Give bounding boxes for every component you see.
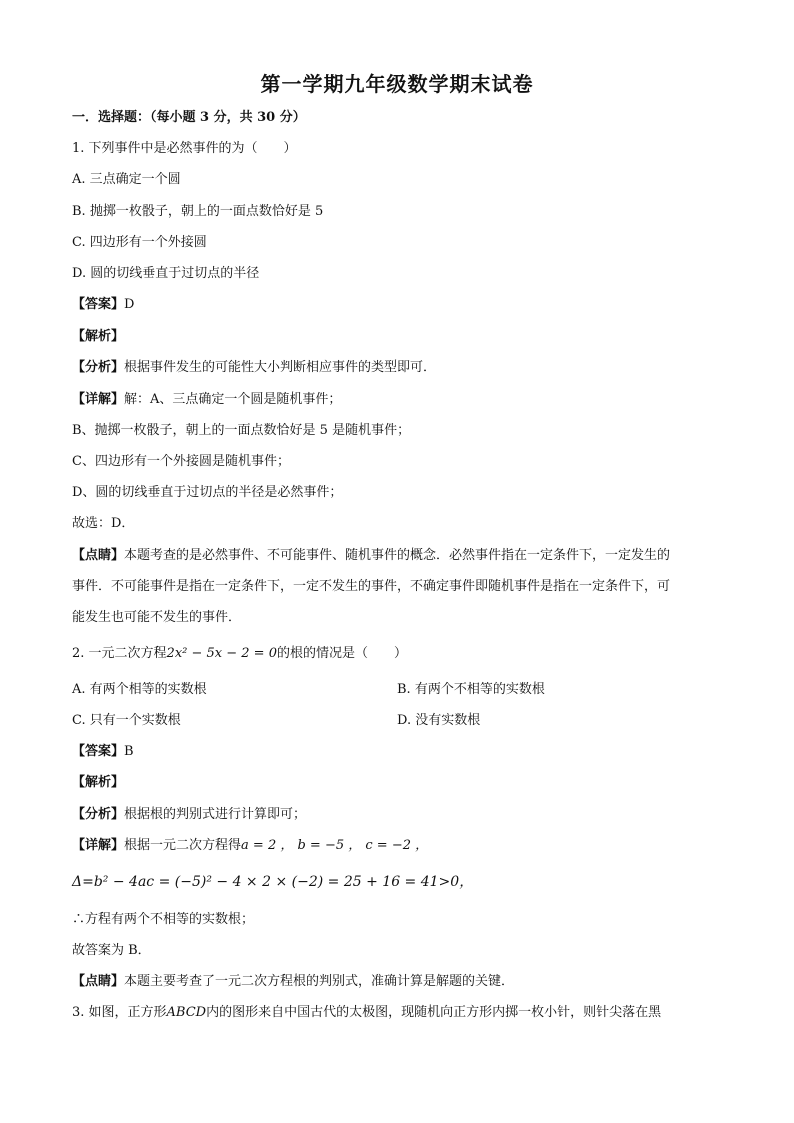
q1-dianjing-line-3: 能发生也可能不发生的事件． bbox=[72, 610, 242, 625]
q2-analysis-tag: 【解析】 bbox=[72, 775, 125, 790]
coefficients: a = 2 ， b = −5 ， c = −2 ， bbox=[241, 838, 429, 853]
dianjing-tag: 【点睛】 bbox=[72, 974, 125, 989]
q3-var: ABCD bbox=[166, 1005, 207, 1020]
q2-stem-pre: 2. 一元二次方程 bbox=[72, 646, 167, 661]
q2-option-a: A. 有两个相等的实数根 bbox=[72, 682, 207, 697]
answer-tag: 【答案】 bbox=[72, 744, 125, 759]
q2-equation: 2x² − 5x − 2 = 0 bbox=[166, 646, 277, 661]
fenxi-text: 根据事件发生的可能性大小判断相应事件的类型即可． bbox=[124, 360, 437, 375]
q2-conclusion: ∴方程有两个不相等的实数根； bbox=[72, 912, 255, 927]
answer-value: D bbox=[124, 297, 135, 312]
q1-analysis-tag: 【解析】 bbox=[72, 329, 125, 344]
answer-tag: 【答案】 bbox=[72, 297, 125, 312]
q1-xiangjie-line-5: 故选：D． bbox=[72, 516, 135, 531]
q1-fenxi bbox=[72, 358, 724, 378]
question-1-stem: 1. 下列事件中是必然事件的为（ ） bbox=[72, 141, 297, 156]
fenxi-tag: 【分析】 bbox=[72, 360, 125, 375]
q1-xiangjie bbox=[72, 390, 724, 410]
dianjing-tag: 【点睛】 bbox=[72, 548, 125, 563]
q2-answer bbox=[72, 742, 724, 762]
q1-xiangjie-line-2: B、抛掷一枚骰子，朝上的一面点数恰好是 5 是随机事件； bbox=[72, 423, 411, 438]
fenxi-tag: 【分析】 bbox=[72, 807, 125, 822]
q2-dianjing bbox=[72, 972, 724, 992]
discriminant-formula: Δ=b² − 4ac = (−5)² − 4 × 2 × (−2) = 25 + 16 = 41>0， bbox=[72, 874, 474, 890]
xiangjie-line: 解：A、三点确定一个圆是随机事件； bbox=[124, 392, 342, 407]
q1-xiangjie-line-3: C、四边形有一个外接圆是随机事件； bbox=[72, 454, 290, 469]
question-3-stem bbox=[72, 1003, 724, 1023]
xiangjie-tag: 【详解】 bbox=[72, 838, 125, 853]
q2-option-b: B. 有两个不相等的实数根 bbox=[397, 682, 545, 697]
q3-stem-post: 内的图形来自中国古代的太极图，现随机向正方形内掷一枚小针，则针尖落在黑 bbox=[206, 1005, 662, 1020]
q2-option-d: D. 没有实数根 bbox=[397, 713, 481, 728]
section-heading: 一．选择题：（每小题 3 分，共 30 分） bbox=[72, 110, 306, 125]
q1-answer bbox=[72, 295, 724, 315]
answer-value: B bbox=[124, 744, 134, 759]
q2-option-c: C. 只有一个实数根 bbox=[72, 713, 181, 728]
q1-option-b: B. 抛掷一枚骰子，朝上的一面点数恰好是 5 bbox=[72, 204, 324, 219]
dianjing-text: 本题考查的是必然事件、不可能事件、随机事件的概念．必然事件指在一定条件下，一定发生的 bbox=[124, 548, 671, 563]
q2-stem-post: 的根的情况是（ ） bbox=[276, 646, 407, 661]
xiangjie-tag: 【详解】 bbox=[72, 392, 125, 407]
q3-stem-pre: 3. 如图，正方形 bbox=[72, 1005, 167, 1020]
q1-dianjing-line-2: 事件．不可能事件是指在一定条件下，一定不发生的事件，不确定事件即随机事件是指在一定条件下，可 bbox=[72, 579, 671, 594]
q1-dianjing bbox=[72, 546, 724, 566]
xiangjie-pre: 根据一元二次方程得 bbox=[124, 838, 242, 853]
q2-xiangjie bbox=[72, 836, 724, 856]
q2-final: 故答案为 B． bbox=[72, 943, 151, 958]
q1-option-a: A. 三点确定一个圆 bbox=[72, 172, 181, 187]
fenxi-text: 根据根的判别式进行计算即可； bbox=[124, 807, 307, 822]
q1-option-c: C. 四边形有一个外接圆 bbox=[72, 235, 207, 250]
q2-fenxi bbox=[72, 805, 724, 825]
dianjing-text: 本题主要考查了一元二次方程根的判别式，准确计算是解题的关键． bbox=[124, 974, 515, 989]
q1-option-d: D. 圆的切线垂直于过切点的半径 bbox=[72, 266, 260, 281]
question-2-stem bbox=[72, 644, 724, 664]
q1-xiangjie-line-4: D、圆的切线垂直于过切点的半径是必然事件； bbox=[72, 485, 343, 500]
page-title: 第一学期九年级数学期末试卷 bbox=[260, 72, 534, 96]
